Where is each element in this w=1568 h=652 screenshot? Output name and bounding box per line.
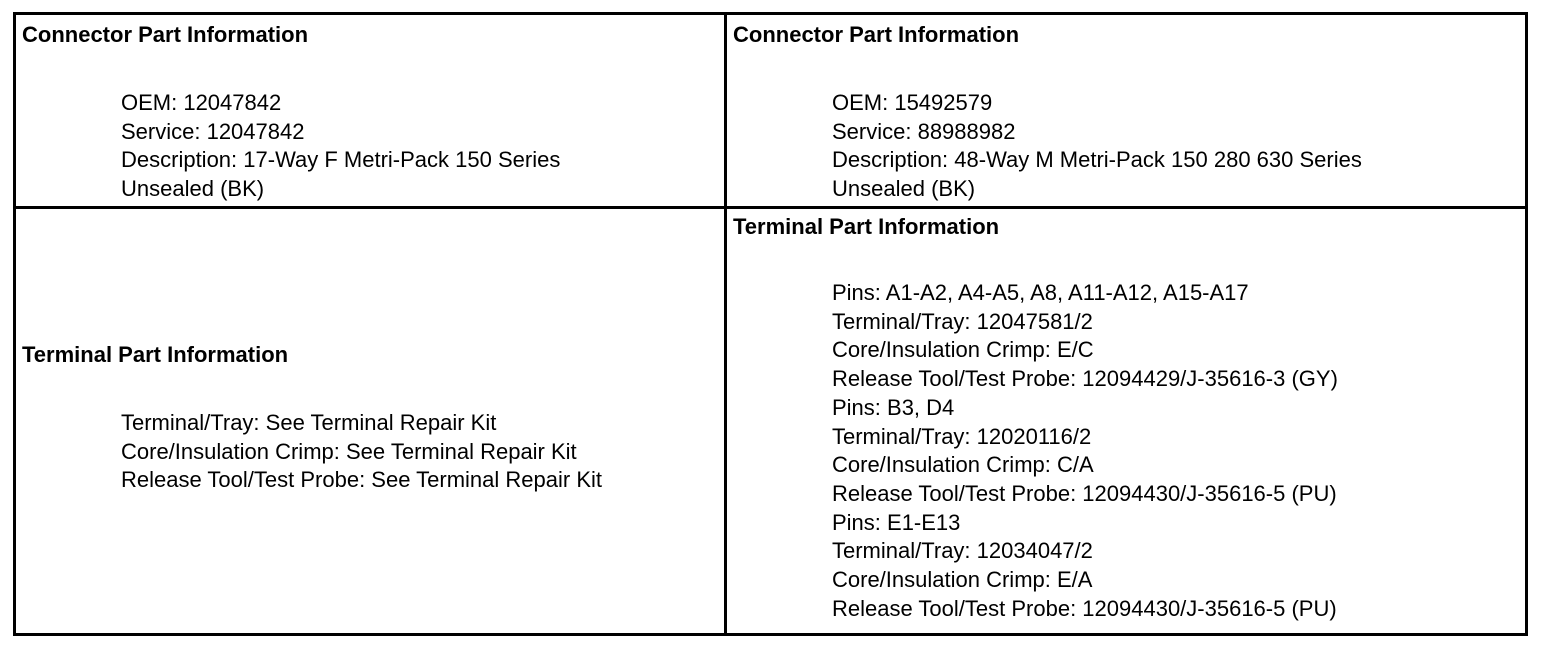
pins-line: Pins: A1-A2, A4-A5, A8, A11-A12, A15-A17 xyxy=(832,280,1249,305)
crimp-line: Core/Insulation Crimp: E/A xyxy=(832,567,1093,593)
connector-info-table xyxy=(13,12,1528,636)
description-line-cont: Unsealed (BK) xyxy=(121,176,265,202)
terminal-tray-line: Terminal/Tray: 12034047/2 xyxy=(832,538,1093,564)
description-line: Description: 48-Way M Metri-Pack 150 280 630 Series xyxy=(832,147,1362,173)
connector-heading: Connector Part Information xyxy=(22,22,309,47)
connector-details xyxy=(832,89,1362,204)
terminal-details xyxy=(121,409,602,495)
terminal-details xyxy=(832,279,1338,623)
crimp-line: Core/Insulation Crimp: See Terminal Repair Kit xyxy=(121,438,577,464)
terminal-tray-line: Terminal/Tray: 12020116/2 xyxy=(832,423,1092,449)
connector-cell-left xyxy=(16,15,727,209)
crimp-line: Core/Insulation Crimp: C/A xyxy=(832,452,1094,478)
description-line-cont: Unsealed (BK) xyxy=(832,176,976,202)
connector-details xyxy=(121,89,560,204)
terminal-cell-right xyxy=(727,209,1525,633)
release-tool-line: Release Tool/Test Probe: See Terminal Repair Kit xyxy=(121,467,602,493)
terminal-heading: Terminal Part Information xyxy=(733,214,1000,239)
oem-line: OEM: 15492579 xyxy=(832,90,993,115)
release-tool-line: Release Tool/Test Probe: 12094430/J-35616-5 (PU) xyxy=(832,595,1337,621)
oem-line: OEM: 12047842 xyxy=(121,90,282,115)
crimp-line: Core/Insulation Crimp: E/C xyxy=(832,337,1094,363)
description-line: Description: 17-Way F Metri-Pack 150 Series xyxy=(121,147,561,173)
pins-line: Pins: E1-E13 xyxy=(832,509,961,535)
terminal-heading: Terminal Part Information xyxy=(22,342,289,367)
service-line: Service: 12047842 xyxy=(121,118,305,144)
release-tool-line: Release Tool/Test Probe: 12094429/J-35616-3 (GY) xyxy=(832,366,1338,392)
release-tool-line: Release Tool/Test Probe: 12094430/J-35616-5 (PU) xyxy=(832,480,1337,506)
service-line: Service: 88988982 xyxy=(832,118,1016,144)
terminal-tray-line: Terminal/Tray: See Terminal Repair Kit xyxy=(121,410,497,435)
pins-line: Pins: B3, D4 xyxy=(832,394,955,420)
connector-cell-right xyxy=(727,15,1525,209)
connector-heading: Connector Part Information xyxy=(733,22,1020,47)
terminal-tray-line: Terminal/Tray: 12047581/2 xyxy=(832,308,1093,334)
terminal-cell-left xyxy=(16,209,727,633)
